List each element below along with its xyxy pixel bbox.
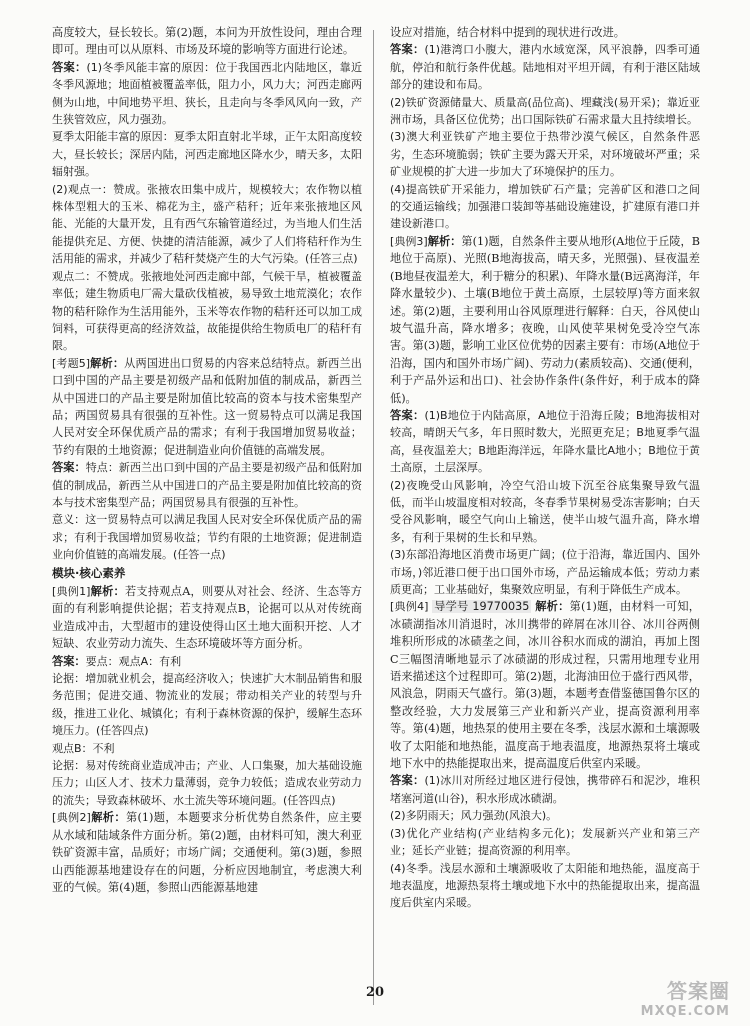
watermark-line: 答案圈 bbox=[667, 979, 730, 1003]
right-column bbox=[390, 24, 700, 912]
column-divider bbox=[373, 30, 374, 1005]
watermark-logo bbox=[590, 975, 730, 1021]
page-number: 20 bbox=[365, 985, 385, 1000]
example-4 bbox=[390, 598, 700, 772]
answer-text: 观点二：不赞成。张掖地处河西走廊中部，气候干旱，植被覆盖率低；建生物质电厂需大量砍伐植被，易导致土地荒漠化；农作物的秸秆除作为生活用能外，玉米等农作物的秸秆还可以加工成饲料，可获得更高的经济效益，故能提供给生物质电厂的秸秆有限。 bbox=[52, 269, 362, 353]
answer-text: 论据：增加就业机会，提高经济收入；快速扩大木制品销售和服务范围；促进交通、物流业的发展；带动相关产业的转型与升级，推进工业化、城镇化；有利于森林资源的保护，缓解生态环境压力。(任答四点) bbox=[52, 672, 362, 738]
answer-text: (1)B地位于内陆高原，A地位于沿海丘陵；B地海拔相对较高，晴朗天气多，年日照时数大，光照更充足；B地夏季气温高，昼夜温差大；B地距海洋远，年降水量比A地小；B地位于黄土高原，土层深厚。 bbox=[390, 408, 700, 475]
analysis-text: 若支持观点A，则要从对社会、经济、生态等方面的有利影响提供论据；若支持观点B，论据可以从对传统商业造成冲击，大型超市的建设使得山区土地大面积开挖、人才短缺、农业劳动力流失、生态环境破坏等方面分析。 bbox=[52, 585, 362, 651]
answer-text: (2)观点一：赞成。张掖农田集中成片，规模较大；农作物以植株体型粗大的玉米、棉花为主，盛产秸秆；近年来张掖地区风能、光能的大量开发，且有西气东输管道经过，为当地人们生活能提供充足、方便、快捷的清洁能源，减少了人们将秸秆作为生活用能的需求，并减少了秸秆焚烧产生的大气污染。(任答三点) bbox=[52, 182, 362, 266]
exam-tag: [考题5] bbox=[52, 356, 91, 370]
watermark-line: MXQE.COM bbox=[640, 1004, 730, 1019]
answer-text: (1)冬季风能丰富的原因：位于我国西北内陆地区，靠近冬季风源地；地面植被覆盖率低，阻力小，风力大；河西走廊两侧为山地，中间地势平坦、狭长，且走向与冬季风风向一致，产生狭管效应，风力强劲。 bbox=[52, 60, 362, 127]
analysis-label: 解析： bbox=[90, 811, 126, 825]
analysis-text: 第(1)题，本题要求分析优势自然条件，应主要从水域和陆域条件方面分析。第(2)题，由材料可知，澳大利亚铁矿资源丰富，品质好；市场广阔；交通便利。第(3)题，参照山西能源基地建设存在的问题，分析应因地制宜，考虑澳大利亚的气候。第(4)题，参照山西能源基地建 bbox=[52, 811, 362, 894]
answer-label: 答案： bbox=[390, 774, 425, 788]
answer-text: (1)冰川对所经过地区进行侵蚀，携带碎石和泥沙，堆积堵塞河道(山谷)，积水形成冰碛湖。 bbox=[390, 774, 700, 805]
example-tag: [典例1] bbox=[52, 585, 91, 598]
answer-text: 意义：这一贸易特点可以满足我国人民对安全环保优质产品的需求；有利于我国增加贸易收益；节约有限的土地资源；促进制造业向价值链的高端发展。(任答一点) bbox=[52, 513, 362, 562]
section-heading: 模块·核心素养 bbox=[52, 565, 126, 580]
example-1 bbox=[52, 583, 362, 653]
example-3 bbox=[390, 233, 700, 407]
analysis-label: 解析： bbox=[427, 234, 462, 248]
exam-item-5 bbox=[52, 355, 362, 459]
answer-text: (4)冬季。浅层水源和土壤源吸收了太阳能和地热能，温度高于地表温度，地源热泵将土壤或地下水中的热能提取出来，提高温度后供室内采暖。 bbox=[390, 861, 700, 910]
answer-block bbox=[390, 41, 700, 93]
answer-text: (4)提高铁矿开采能力，增加铁矿石产量；完善矿区和港口之间的交通运输线；加强港口装卸等基础设施建设，扩建原有港口并建设新港口。 bbox=[390, 182, 700, 231]
answer-text: (3)优化产业结构(产业结构多元化)；发展新兴产业和第三产业；延长产业链；提高资源的利用率。 bbox=[390, 826, 700, 858]
answer-block bbox=[390, 407, 700, 477]
serial-number: 导学号 19770035 bbox=[434, 600, 530, 614]
answer-block bbox=[52, 459, 362, 511]
paragraph: 高度较大，昼长较长。第(2)题，本问为开放性设问，理由合理即可。理由可以从原料、市场及环境的影响等方面进行论述。 bbox=[52, 26, 362, 57]
analysis-label: 解析： bbox=[90, 356, 125, 370]
paragraph: 设应对措施，结合材料中提到的现状进行改进。 bbox=[390, 26, 625, 39]
answer-text: 夏季太阳能丰富的原因：夏季太阳直射北半球，正午太阳高度较大，昼长较长；深居内陆，河西走廊地区降水少，晴天多，太阳辐射强。 bbox=[52, 130, 362, 179]
answer-text: 特点：新西兰出口到中国的产品主要是初级产品和低附加值的制成品，新西兰从中国进口的产品主要是附加值比较高的资本与技术密集型产品；两国贸易具有很强的互补性。 bbox=[52, 461, 362, 509]
answer-label: 答案： bbox=[52, 60, 87, 74]
answer-text: 论据：易对传统商业造成冲击；产业、人口集聚，加大基础设施压力；山区人才、技术力量薄弱，竞争力较低；造成农业劳动力的流失；导致森林破坏、水土流失等环境问题。(任答四点) bbox=[52, 759, 362, 807]
answer-text: (1)港湾口小腹大，港内水域宽深，风平浪静，四季可通航，停泊和航行条件优越。陆地相对平坦开阔，有利于港区陆域部分的建设和布局。 bbox=[390, 43, 700, 92]
answer-text: (3)澳大利亚铁矿产地主要位于热带沙漠气候区，自然条件恶劣，生态环境脆弱；铁矿主要为露天开采，对环境破坏严重；采矿业规模的扩大进一步加大了环境保护的压力。 bbox=[390, 130, 700, 179]
answer-text: (2)夜晚受山风影响，冷空气沿山坡下沉至谷底集聚导致气温低，而半山坡温度相对较高，冬春季节果树易受冻害影响；白天受谷风影响，暖空气向山上输送，使半山坡气温升高，降水增多，有利于果树的生长和早熟。 bbox=[390, 478, 700, 544]
example-2 bbox=[52, 809, 362, 896]
answer-label: 答案： bbox=[52, 654, 86, 668]
answer-text: (2)铁矿资源储量大、质量高(品位高)、埋藏浅(易开采)；靠近亚洲市场，具备区位优势；出口国际铁矿石需求量大且持续增长。 bbox=[390, 95, 700, 127]
answer-label: 答案： bbox=[390, 408, 425, 422]
answer-text: (2)多阴雨天；风力强劲(风浪大)。 bbox=[390, 809, 558, 823]
answer-block bbox=[52, 653, 362, 670]
answer-block bbox=[52, 59, 362, 129]
analysis-text: 第(1)题，自然条件主要从地形(A地位于丘陵，B地位于高原)、光照(B地海拔高，晴天多，光照强)、昼夜温差(B地昼夜温差大，利于糖分的积累)、年降水量(B远离海洋，年降水量较少)、土壤(B地位于黄土高原，土层较厚)等方面来叙述。第(2)题，主要利用山谷风原理进行解释：白天，谷风使山坡气温升高，降水增多；夜晚，山风使苹果树免受冷空气冻害。第(3)题，影响工业区位优势的因素主要有：市场(A地位于沿海，国内和国外市场广阔)、劳动力(素质较高)、交通(便利，利于产品外运和出口)、社会协作条件(条件好，利于成本的降低)。 bbox=[390, 234, 700, 405]
answer-block bbox=[390, 772, 700, 807]
example-tag: [典例3] bbox=[390, 234, 428, 248]
analysis-label: 解析： bbox=[535, 600, 570, 614]
left-column bbox=[52, 24, 362, 896]
answer-label: 答案： bbox=[52, 461, 86, 475]
analysis-text: 第(1)题，由材料一可知，冰碛湖指冰川消退时，冰川携带的碎屑在冰川谷、冰川谷两侧堆积所形成的冰碛垄之间，冰川谷积水而成的湖泊，再加上图C三幅图清晰地显示了冰碛湖的形成过程，只需用地理专业用语来描述这个过程即可。第(2)题，北海油田位于盛行西风带，风浪急，阴雨天气盛行。第(3)题，本题考查借鉴德国鲁尔区的整改经验，大力发展第三产业和新兴产业，提高资源利用率等。第(4)题，地热泵的使用主要在冬季，浅层水源和土壤源吸收了太阳能和地热能，温度高于地表温度，地源热泵将土壤或地下水中的热能提取出来，提高温度后供室内采暖。 bbox=[390, 600, 700, 771]
analysis-text: 从两国进出口贸易的内容来总结特点。新西兰出口到中国的产品主要是初级产品和低附加值的制成品，新西兰从中国进口的产品主要是附加值比较高的资本与技术密集型产品；两国贸易具有很强的互补性。这一贸易特点可以满足我国人民对安全环保优质产品的需求；有利于我国增加贸易收益；节约有限的土地资源；促进制造业向价值链的高端发展。 bbox=[52, 356, 362, 457]
example-tag: [典例2] bbox=[52, 811, 91, 825]
example-tag: [典例4] bbox=[390, 600, 429, 614]
analysis-label: 解析： bbox=[90, 585, 125, 598]
answer-label: 答案： bbox=[390, 43, 425, 57]
answer-text: 观点B：不利 bbox=[52, 741, 115, 755]
answer-text: 要点：观点A：有利 bbox=[85, 654, 182, 668]
answer-text: (3)东部沿海地区消费市场更广阔；(位于沿海，靠近国内、国外市场，)邻近港口便于出口国外市场，产品运输成本低；劳动力素质更高；工业基础好，集聚效应明显，有利于降低生产成本。 bbox=[390, 548, 700, 596]
